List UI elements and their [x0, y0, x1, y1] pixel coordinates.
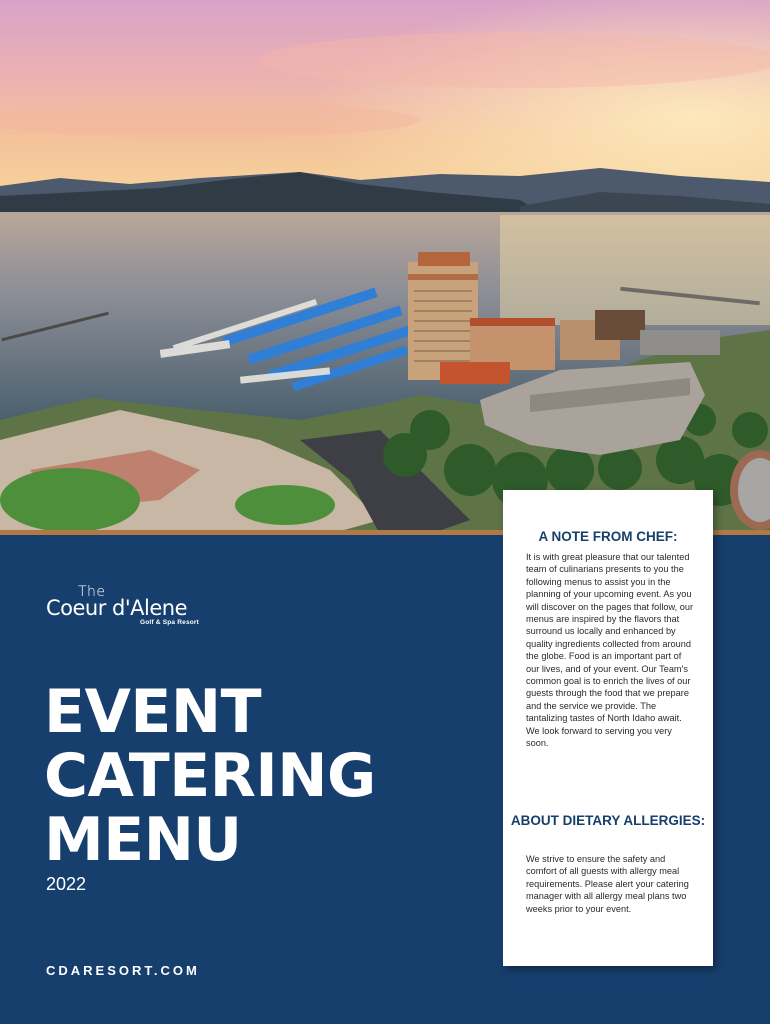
page-title: [44, 677, 376, 875]
logo-the: The: [78, 584, 106, 600]
allergy-heading: ABOUT DIETARY ALLERGIES:: [510, 813, 706, 828]
menu-year: 2022: [46, 874, 87, 894]
chef-note-card: [503, 490, 713, 966]
website-link[interactable]: CDARESORT.COM: [46, 963, 200, 978]
logo-subtitle: Golf & Spa Resort: [140, 619, 200, 626]
chef-note-text: It is with great pleasure that our talented team of culinarians presents to you the following menus to assist you in the planning of your upcoming event. As you will discover on the pages that follow, our menus are inspired by the flavors that surround us locally and enhanced by quality ingredients collected from around the globe. Food is an important part of our lives, and of your event. Our Team's common goal is to enrich the lives of our guests through the food that we prepare and the service we provide. The tantalizing tastes of North Idaho await. We look forward to serving you very soon.: [526, 552, 693, 749]
chef-note-heading: A NOTE FROM CHEF:: [538, 529, 678, 544]
allergy-text: We strive to ensure the safety and comfort of all guests with allergy meal requirements. Please alert your catering manager with all allergy meal plans two weeks prior to your event.: [526, 854, 689, 914]
title-line-2: CATERING: [44, 741, 376, 811]
logo-name: Coeur d'Alene: [46, 596, 188, 620]
resort-logo: [46, 584, 206, 630]
title-line-3: MENU: [44, 805, 242, 875]
title-line-1: EVENT: [44, 677, 262, 747]
